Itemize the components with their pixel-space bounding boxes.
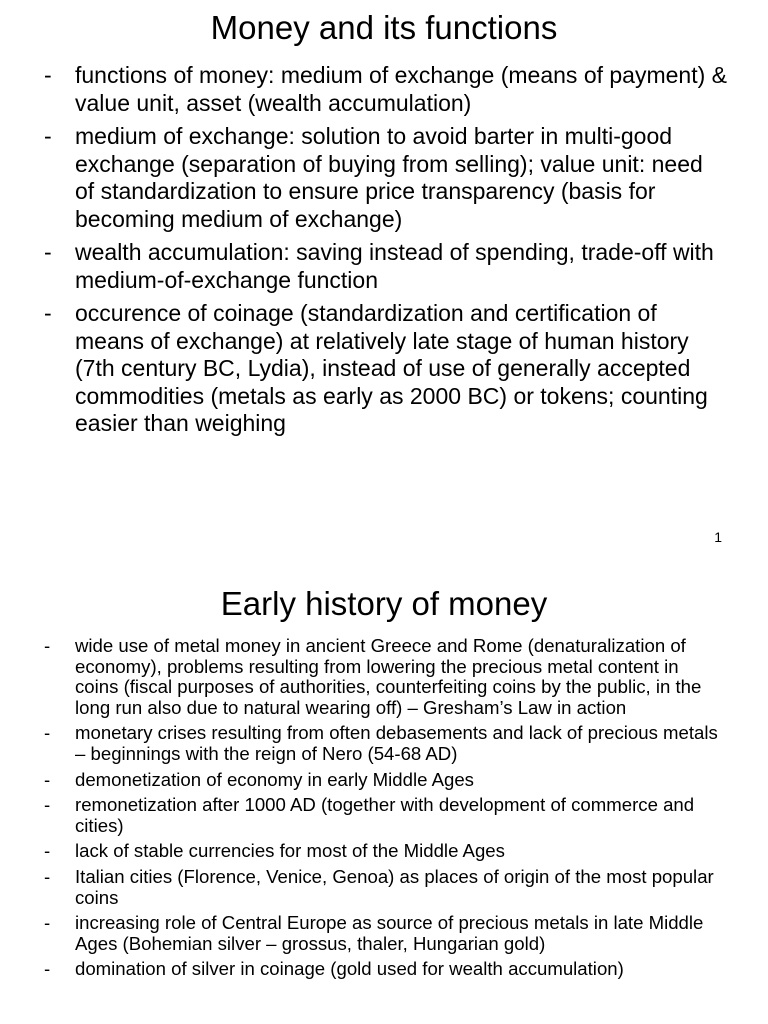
bullet-item	[0, 867, 768, 908]
slide-2	[0, 560, 768, 1024]
bullet-text: functions of money: medium of exchange (means of payment) & value unit, asset (wealth accumulation)	[75, 62, 727, 116]
bullet-item	[0, 636, 768, 718]
bullet-dash: -	[44, 840, 51, 862]
bullet-item	[0, 770, 768, 791]
bullet-dash: -	[44, 123, 52, 149]
bullet-item	[0, 841, 768, 862]
slide-title: Early history of money	[220, 585, 548, 622]
bullet-item	[0, 723, 768, 764]
bullet-dash: -	[44, 912, 51, 934]
bullet-list	[0, 62, 768, 444]
bullet-text: increasing role of Central Europe as source of precious metals in late Middle Ages (Bohemian silver – grossus, thaler, Hungarian gold)	[75, 912, 704, 954]
bullet-dash: -	[44, 635, 51, 656]
bullet-text: lack of stable currencies for most of the Middle Ages	[75, 840, 505, 862]
bullet-text: remonetization after 1000 AD (together with development of commerce and cities)	[75, 794, 695, 836]
bullet-item	[0, 239, 768, 294]
bullet-text: wealth accumulation: saving instead of spending, trade-off with medium-of-exchange function	[75, 239, 714, 293]
page-number: 1	[714, 529, 722, 545]
bullet-list	[0, 636, 768, 985]
bullet-dash: -	[44, 958, 51, 980]
bullet-dash: -	[44, 768, 51, 790]
bullet-dash: -	[44, 239, 52, 265]
bullet-item	[0, 913, 768, 954]
bullet-text: domination of silver in coinage (gold used for wealth accumulation)	[75, 958, 624, 980]
bullet-text: medium of exchange: solution to avoid barter in multi-good exchange (separation of buying from selling); value unit: need of standardization to ensure price transparency (basis for becoming medium of exchange)	[75, 123, 703, 232]
bullet-dash: -	[44, 722, 51, 744]
bullet-text: wide use of metal money in ancient Greece and Rome (denaturalization of economy), problems resulting from lowering the precious metal content in coins (fiscal purposes of authorities, counterfeiting coins by the public, in the long run also due to natural wearing off) – Gresham’s Law in action	[75, 635, 702, 718]
bullet-text: occurence of coinage (standardization and certification of means of exchange) at relatively late stage of human history (7th century BC, Lydia), instead of use of generally accepted commodities (metals as early as 2000 BC) or tokens; counting easier than weighing	[75, 300, 708, 436]
bullet-text: demonetization of economy in early Middle Ages	[75, 768, 474, 790]
bullet-dash: -	[44, 865, 51, 887]
bullet-dash: -	[44, 300, 52, 326]
bullet-item	[0, 123, 768, 233]
bullet-item	[0, 300, 768, 438]
bullet-text: Italian cities (Florence, Venice, Genoa) as places of origin of the most popular coins	[75, 865, 714, 908]
bullet-dash: -	[44, 794, 51, 816]
bullet-item	[0, 62, 768, 117]
bullet-item	[0, 795, 768, 836]
bullet-text: monetary crises resulting from often debasements and lack of precious metals – beginnings with the reign of Nero (54-68 AD)	[75, 722, 718, 764]
bullet-item	[0, 959, 768, 980]
slide-title: Money and its functions	[210, 9, 558, 46]
bullet-dash: -	[44, 62, 52, 88]
